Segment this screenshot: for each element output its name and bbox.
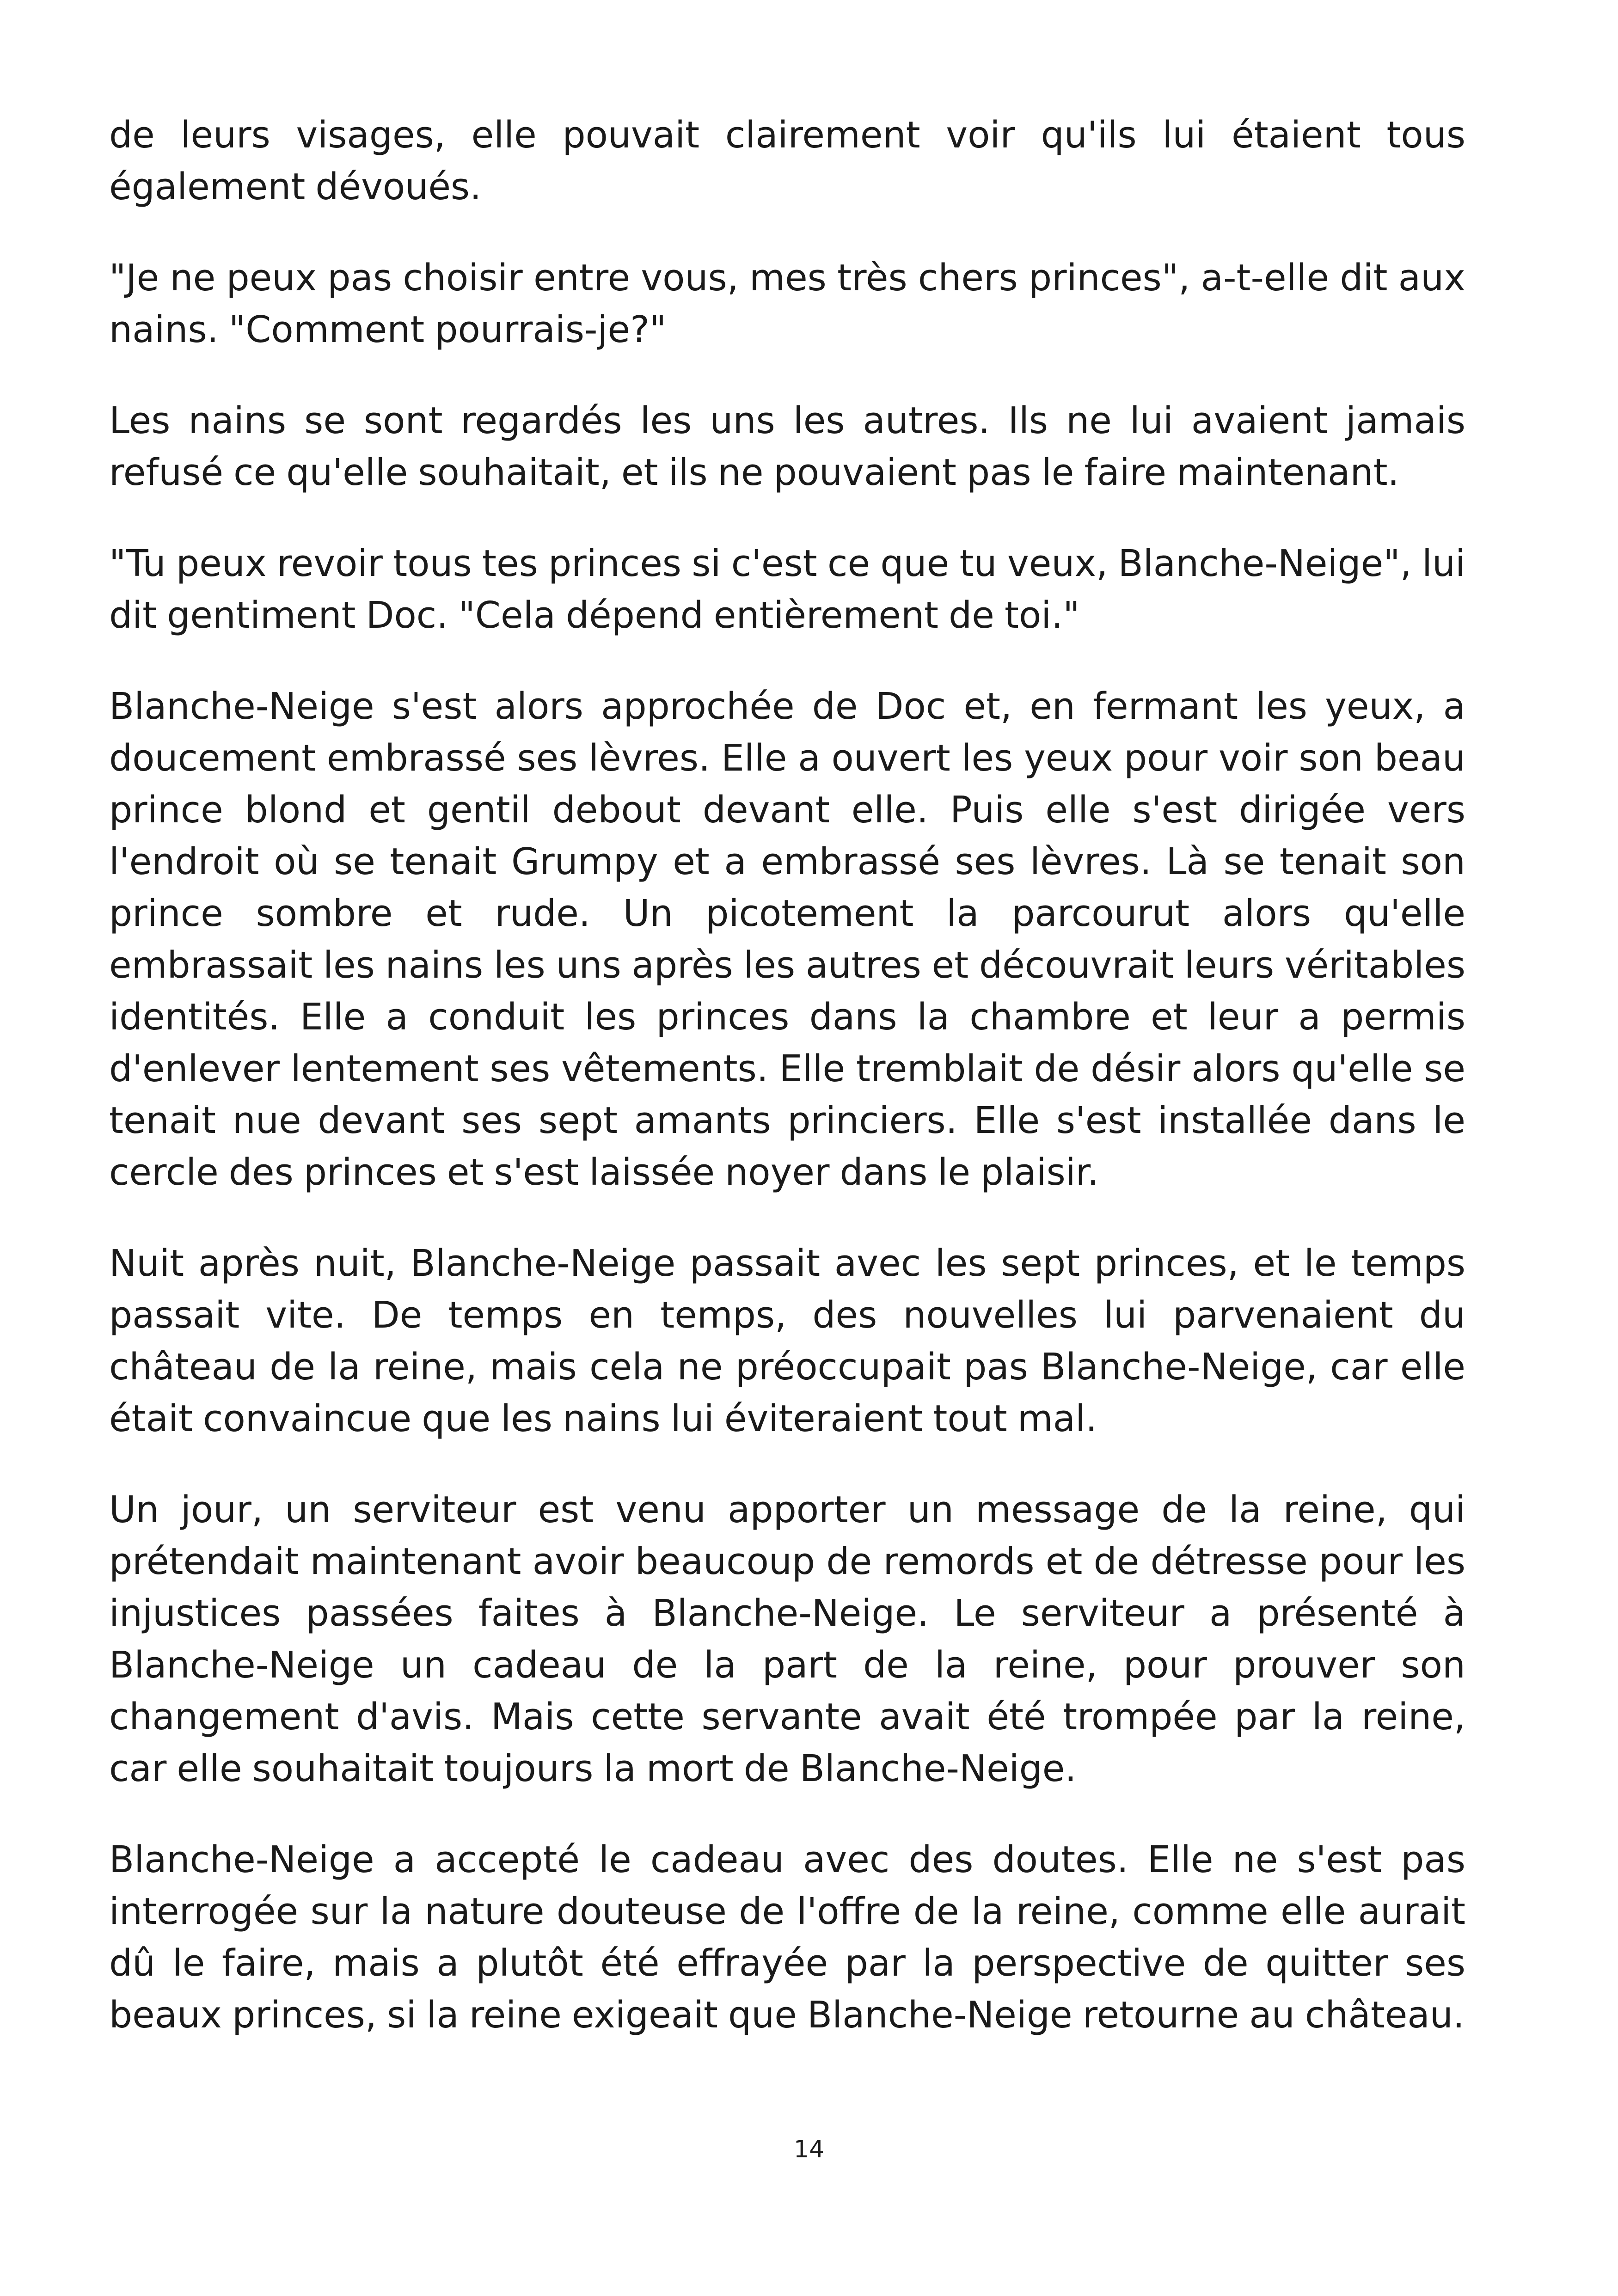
paragraph: Blanche-Neige s'est alors approchée de Doc et, en fermant les yeux, a doucement embrassé ses lèvres. Elle a ouvert les yeux pour voir son beau prince blond et gentil debout devant elle. Puis elle s'est dirigée vers l'endroit où se tenait Grumpy et a embrassé ses lèvres. Là se tenait son prince sombre et rude. Un picotement la parcourut alors qu'elle embrassait les nains les uns après les autres et découvrait leurs véritables identités. Elle a conduit les princes dans la chambre et leur a permis d'enlever lentement ses vêtements. Elle tremblait de désir alors qu'elle se tenait nue devant ses sept amants princiers. Elle s'est installée dans le cercle des princes et s'est laissée noyer dans le plaisir. (109, 685, 1465, 1194)
paragraph: "Je ne peux pas choisir entre vous, mes très chers princes", a-t-elle dit aux nains. "Comment pourrais-je?" (109, 257, 1465, 351)
page-number: 14 (793, 2136, 825, 2163)
paragraph: Nuit après nuit, Blanche-Neige passait avec les sept princes, et le temps passait vite. De temps en temps, des nouvelles lui parvenaient du château de la reine, mais cela ne préoccupait pas Blanche-Neige, car elle était convaincue que les nains lui éviteraient tout mal. (109, 1242, 1465, 1440)
paragraph: Un jour, un serviteur est venu apporter un message de la reine, qui prétendait maintenant avoir beaucoup de remords et de détresse pour les injustices passées faites à Blanche-Neige. Le serviteur a présenté à Blanche-Neige un cadeau de la part de la reine, pour prouver son changement d'avis. Mais cette servante avait été trompée par la reine, car elle souhaitait toujours la mort de Blanche-Neige. (109, 1488, 1465, 1790)
paragraph: "Tu peux revoir tous tes princes si c'est ce que tu veux, Blanche-Neige", lui dit gentiment Doc. "Cela dépend entièrement de toi." (109, 542, 1465, 637)
paragraph: Les nains se sont regardés les uns les autres. Ils ne lui avaient jamais refusé ce qu'elle souhaitait, et ils ne pouvaient pas le faire maintenant. (109, 399, 1465, 494)
paragraph: de leurs visages, elle pouvait clairement voir qu'ils lui étaient tous également dévoués. (109, 114, 1465, 208)
paragraph: Blanche-Neige a accepté le cadeau avec des doutes. Elle ne s'est pas interrogée sur la nature douteuse de l'offre de la reine, comme elle aurait dû le faire, mais a plutôt été effrayée par la perspective de quitter ses beaux princes, si la reine exigeait que Blanche-Neige retourne au château. (109, 1838, 1465, 2036)
body-text (109, 109, 1465, 2080)
